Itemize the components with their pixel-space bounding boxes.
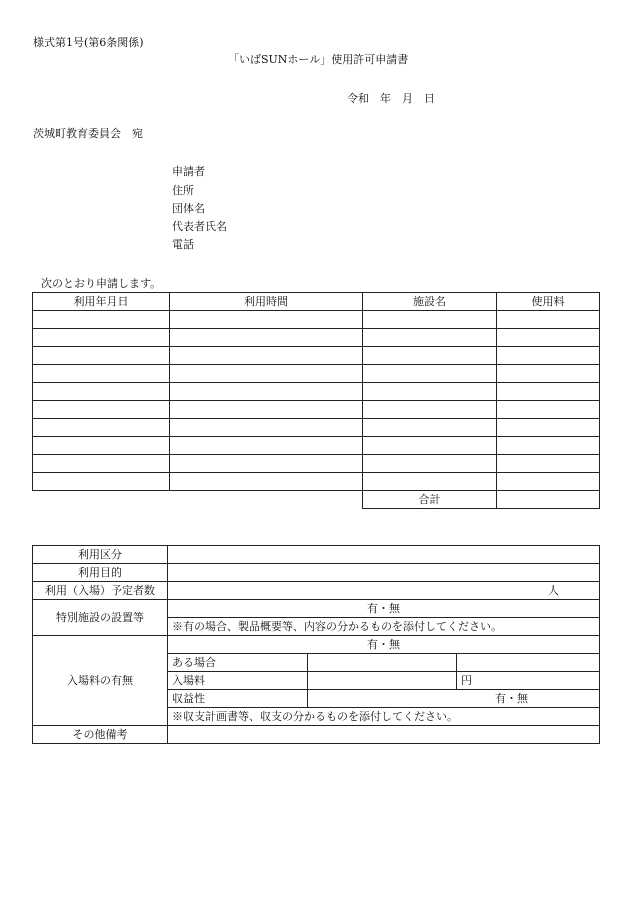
- date-cell[interactable]: [33, 455, 170, 473]
- date-cell[interactable]: [33, 329, 170, 347]
- special-note: ※有の場合、製品概要等、内容の分かるものを添付してください。: [168, 618, 600, 636]
- date-cell[interactable]: [33, 383, 170, 401]
- table-row: [33, 365, 600, 383]
- remarks-label: その他備考: [33, 726, 168, 744]
- date-line: 令和 年 月 日: [347, 92, 435, 105]
- time-cell[interactable]: [170, 347, 363, 365]
- date-cell[interactable]: [33, 419, 170, 437]
- special-label: 特別施設の設置等: [33, 600, 168, 636]
- category-label: 利用区分: [33, 546, 168, 564]
- profit-choice[interactable]: 有・無: [308, 690, 600, 708]
- fee-note: ※収支計画書等、収支の分かるものを添付してください。: [168, 708, 600, 726]
- facility-cell[interactable]: [363, 311, 497, 329]
- facility-cell[interactable]: [363, 401, 497, 419]
- special-row: [33, 600, 600, 618]
- purpose-row: [33, 564, 600, 582]
- fee-cell[interactable]: [497, 473, 600, 491]
- time-cell[interactable]: [170, 455, 363, 473]
- table-row: [33, 473, 600, 491]
- facility-cell[interactable]: [363, 347, 497, 365]
- fee-cell[interactable]: [497, 311, 600, 329]
- usage-table-header: [33, 293, 600, 311]
- facility-cell[interactable]: [363, 419, 497, 437]
- purpose-label: 利用目的: [33, 564, 168, 582]
- fee-if-field[interactable]: [308, 654, 457, 672]
- date-cell[interactable]: [33, 347, 170, 365]
- representative-label: 代表者氏名: [172, 220, 227, 233]
- fee-cell[interactable]: [497, 401, 600, 419]
- date-cell[interactable]: [33, 311, 170, 329]
- total-label: 合計: [363, 491, 497, 509]
- usage-table: [32, 292, 600, 509]
- facility-cell[interactable]: [363, 365, 497, 383]
- purpose-field[interactable]: [168, 564, 600, 582]
- time-cell[interactable]: [170, 437, 363, 455]
- remarks-field[interactable]: [168, 726, 600, 744]
- table-row: [33, 311, 600, 329]
- table-row: [33, 455, 600, 473]
- date-cell[interactable]: [33, 437, 170, 455]
- fee-cell[interactable]: [497, 383, 600, 401]
- attendance-label: 利用（入場）予定者数: [33, 582, 168, 600]
- fee-amount-field[interactable]: [308, 672, 457, 690]
- date-cell[interactable]: [33, 401, 170, 419]
- remarks-row: [33, 726, 600, 744]
- total-spacer: [33, 491, 363, 509]
- attendance-field[interactable]: [168, 582, 600, 600]
- date-cell[interactable]: [33, 473, 170, 491]
- date-cell[interactable]: [33, 365, 170, 383]
- details-table: [32, 545, 600, 744]
- category-row: [33, 546, 600, 564]
- table-row: [33, 383, 600, 401]
- addressee: 茨城町教育委員会 宛: [33, 127, 143, 140]
- fee-amount-label: 入場料: [168, 672, 308, 690]
- fee-cell[interactable]: [497, 329, 600, 347]
- header-date: 利用年月日: [33, 293, 170, 311]
- time-cell[interactable]: [170, 365, 363, 383]
- table-row: [33, 329, 600, 347]
- time-cell[interactable]: [170, 383, 363, 401]
- total-row: [33, 491, 600, 509]
- fee-cell[interactable]: [497, 347, 600, 365]
- facility-cell[interactable]: [363, 329, 497, 347]
- attendance-row: [33, 582, 600, 600]
- time-cell[interactable]: [170, 401, 363, 419]
- intro-text: 次のとおり申請します。: [41, 277, 162, 290]
- phone-label: 電話: [172, 238, 194, 251]
- fee-if-field-2[interactable]: [457, 654, 600, 672]
- profit-label: 収益性: [168, 690, 308, 708]
- category-field[interactable]: [168, 546, 600, 564]
- form-number: 様式第1号(第6条関係): [33, 36, 144, 49]
- header-fee: 使用料: [497, 293, 600, 311]
- group-label: 団体名: [172, 202, 205, 215]
- time-cell[interactable]: [170, 473, 363, 491]
- table-row: [33, 419, 600, 437]
- total-value-cell[interactable]: [497, 491, 600, 509]
- fee-cell[interactable]: [497, 365, 600, 383]
- fee-cell[interactable]: [497, 437, 600, 455]
- fee-cell[interactable]: [497, 455, 600, 473]
- fee-cell[interactable]: [497, 419, 600, 437]
- table-row: [33, 347, 600, 365]
- fee-currency: 円: [457, 672, 600, 690]
- address-label: 住所: [172, 184, 194, 197]
- applicant-label: 申請者: [172, 165, 205, 178]
- facility-cell[interactable]: [363, 383, 497, 401]
- special-choice[interactable]: 有・無: [168, 600, 600, 618]
- fee-choice-row: [33, 636, 600, 654]
- table-row: [33, 401, 600, 419]
- time-cell[interactable]: [170, 329, 363, 347]
- fee-label: 入場料の有無: [33, 636, 168, 726]
- table-row: [33, 437, 600, 455]
- attendance-unit: 人: [548, 584, 559, 597]
- facility-cell[interactable]: [363, 473, 497, 491]
- document-title: 「いばSUNホール」使用許可申請書: [228, 53, 409, 66]
- facility-cell[interactable]: [363, 455, 497, 473]
- time-cell[interactable]: [170, 311, 363, 329]
- time-cell[interactable]: [170, 419, 363, 437]
- facility-cell[interactable]: [363, 437, 497, 455]
- header-facility: 施設名: [363, 293, 497, 311]
- fee-if-label: ある場合: [168, 654, 308, 672]
- header-time: 利用時間: [170, 293, 363, 311]
- fee-choice[interactable]: 有・無: [168, 636, 600, 654]
